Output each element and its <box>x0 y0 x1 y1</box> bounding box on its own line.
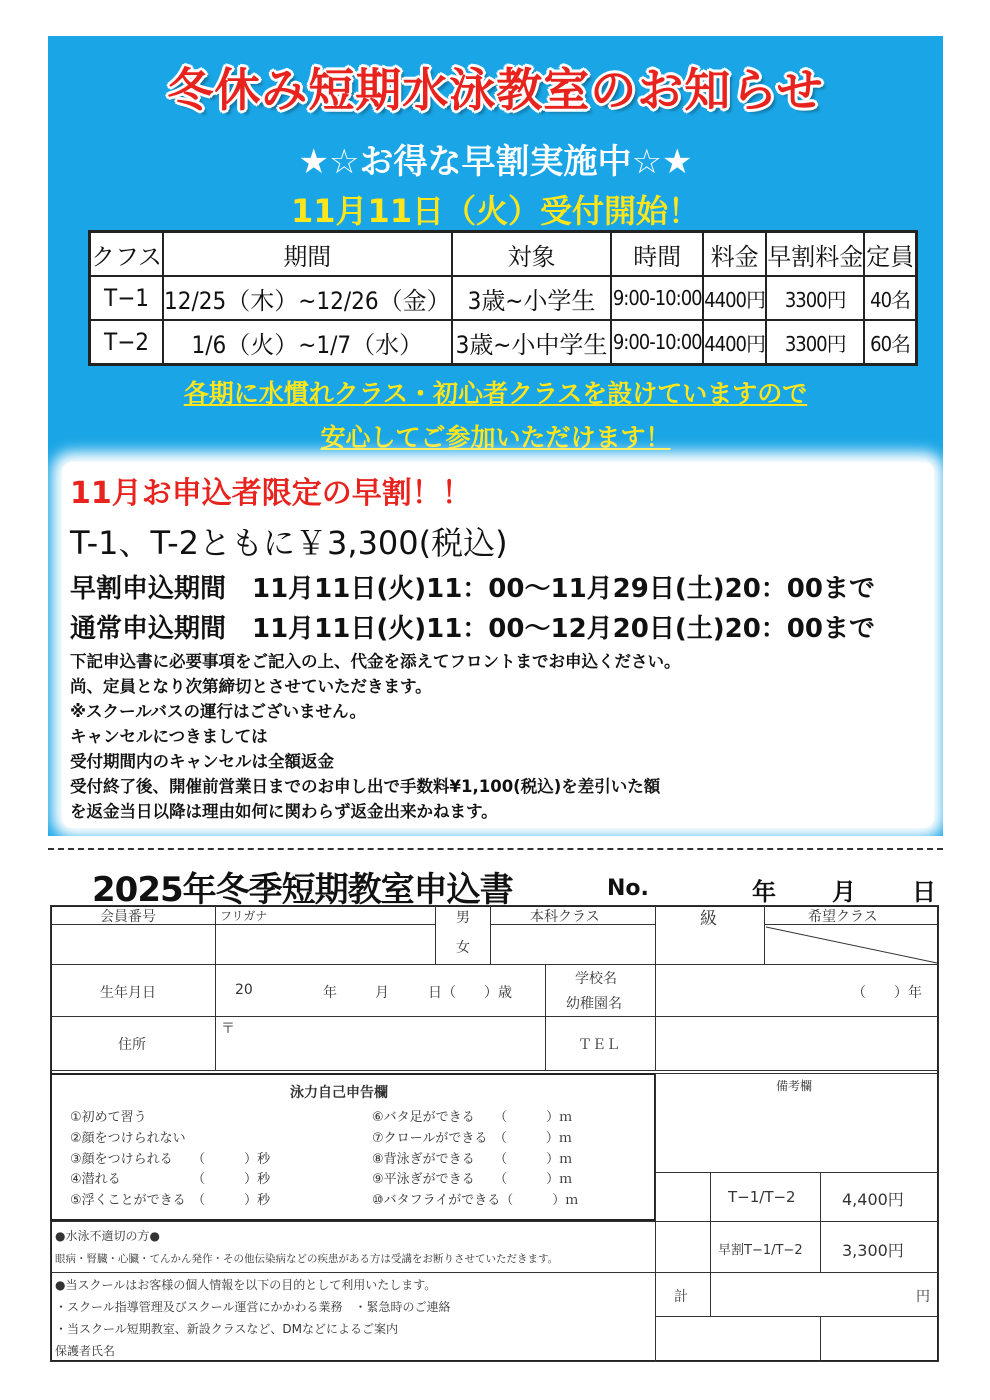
class-note-line: 安心してご参加いただけます！ <box>320 423 671 452</box>
fee-value-early: 3,300円 <box>842 1241 904 1260</box>
privacy-item: ・スクール指導管理及びスクール運営にかかわる業務 ・緊急時のご連絡 <box>55 1300 451 1314</box>
tel-label: ＴＥＬ <box>578 1037 620 1053</box>
header-target: 対象 <box>452 232 612 277</box>
cell-time: 9:00-10:00 <box>611 320 703 365</box>
school-label: 学校名 <box>575 971 617 987</box>
total-yen: 円 <box>916 1289 930 1305</box>
ability-item[interactable]: ④潜れる （ ）秒 <box>70 1172 271 1187</box>
poster-subtitle: ★☆お得な早割実施中☆★ <box>298 142 693 182</box>
furigana-label: フリガナ <box>220 909 268 923</box>
normal-application-period: 通常申込期間 11月11日(火)11：00～12月20日(土)20：00まで <box>70 614 875 644</box>
schedule-table <box>88 230 918 366</box>
ability-item[interactable]: ⑦クロールができる （ ）ｍ <box>372 1131 572 1146</box>
header-early-fee: 早割料金 <box>766 232 864 277</box>
ability-item[interactable]: ⑨平泳ぎができる （ ）ｍ <box>372 1172 573 1187</box>
cell-early-fee: 3300円 <box>766 276 864 320</box>
cell-class: T−1 <box>90 276 164 320</box>
birth-year-label: 年 <box>323 985 337 1001</box>
early-application-period: 早割申込期間 11月11日(火)11：00～11月29日(土)20：00まで <box>70 574 875 604</box>
cell-early-fee: 3300円 <box>766 320 864 365</box>
form-year-label: 年 <box>752 878 776 906</box>
ability-item[interactable]: ⑥バタ足ができる （ ）ｍ <box>372 1110 573 1125</box>
ability-item[interactable]: ①初めて習う <box>70 1110 147 1125</box>
fee-check-cell[interactable] <box>655 1172 711 1222</box>
notice-line: を返金当日以降は理由如何に関わらず返金出来かねます。 <box>70 802 498 821</box>
notice-line: 下記申込書に必要事項をご記入の上、代金を添えてフロントまでお申込ください。 <box>70 652 681 671</box>
schedule-row <box>90 320 917 365</box>
blank-cell[interactable] <box>655 1316 821 1362</box>
cell-class: T−2 <box>90 320 164 365</box>
form-number-label: No. <box>607 876 649 901</box>
kindergarten-label: 幼稚園名 <box>566 996 622 1012</box>
notice-line: ※スクールバスの運行はございません。 <box>70 702 367 721</box>
fee-value-regular: 4,400円 <box>842 1190 904 1209</box>
announcement-poster <box>48 36 943 836</box>
address-field[interactable] <box>215 1016 546 1071</box>
unsuitable-text: 眼病・腎臓・心臓・てんかん発作・その他伝染病などの疾患がある方は受講をお断りさせていただきます。 <box>55 1253 559 1265</box>
birth-century: 20 <box>235 982 253 998</box>
ability-item[interactable]: ⑩バタフライができる（ ）ｍ <box>372 1193 579 1208</box>
schedule-header-row <box>90 232 917 277</box>
ability-item[interactable]: ②顔をつけられない <box>70 1131 186 1146</box>
cell-capacity: 40名 <box>864 276 916 320</box>
notice-line: 受付終了後、開催前営業日までのお申し出で手数料¥1,100(税込)を差引いた額 <box>70 777 661 796</box>
gender-female[interactable]: 女 <box>456 940 470 956</box>
address-label: 住所 <box>118 1037 146 1053</box>
fee-label-early: 早割T−1/T−2 <box>718 1243 803 1258</box>
swimming-ability-title: 泳力自己申告欄 <box>290 1085 388 1101</box>
form-day-label: 日 <box>912 878 936 906</box>
poster-title: 冬休み短期水泳教室のお知らせ <box>167 63 824 117</box>
privacy-title: ●当スクールはお客様の個人情報を以下の目的として利用いたします。 <box>55 1278 437 1292</box>
form-month-label: 月 <box>832 878 856 906</box>
blank-cell[interactable] <box>820 1316 939 1362</box>
notice-line: 受付期間内のキャンセルは全額返金 <box>70 752 334 771</box>
ability-item[interactable]: ⑧背泳ぎができる （ ）ｍ <box>372 1152 573 1167</box>
total-label: 計 <box>674 1289 688 1305</box>
header-period: 期間 <box>163 232 452 277</box>
unsuitable-title: ●水泳不適切の方● <box>55 1229 160 1243</box>
cut-line <box>48 848 943 850</box>
header-time: 時間 <box>611 232 703 277</box>
birth-day-age-label: 日（ ）歳 <box>428 985 512 1001</box>
fee-label-regular: T−1/T−2 <box>728 1188 796 1206</box>
birth-month-label: 月 <box>375 985 389 1001</box>
school-year-label: （ ）年 <box>852 985 922 1001</box>
class-note <box>48 372 943 460</box>
ability-item[interactable]: ③顔をつけられる （ ）秒 <box>70 1152 271 1167</box>
class-note-line: 各期に水慣れクラス・初心者クラスを設けていますので <box>183 379 808 408</box>
header-capacity: 定員 <box>864 232 916 277</box>
desired-class-label: 希望クラス <box>808 909 878 925</box>
cell-target: 3歳~小学生 <box>452 276 612 320</box>
desired-class-diagonal <box>764 925 939 965</box>
ability-item[interactable]: ⑤浮くことができる （ ）秒 <box>70 1193 271 1208</box>
postal-mark: 〒 <box>221 1021 235 1037</box>
registration-start: 11月11日（火）受付開始！ <box>290 192 701 230</box>
tel-field[interactable] <box>655 1016 939 1071</box>
cell-capacity: 60名 <box>864 320 916 365</box>
cell-period: 12/25（木）~12/26（金） <box>163 276 452 320</box>
privacy-item: ・当スクール短期教室、新設クラスなど、DMなどによるご案内 <box>55 1322 398 1336</box>
form-title: 2025年冬季短期教室申込書 <box>92 870 513 910</box>
grade-label: 級 <box>700 909 717 929</box>
early-discount-title: 11月お申込者限定の早割！！ <box>70 476 472 511</box>
member-number-label: 会員番号 <box>100 909 156 925</box>
total-field[interactable] <box>710 1272 939 1317</box>
main-class-label: 本科クラス <box>530 909 600 925</box>
cell-fee: 4400円 <box>703 320 766 365</box>
header-fee: 料金 <box>703 232 766 277</box>
cell-target: 3歳~小中学生 <box>452 320 612 365</box>
birthdate-label: 生年月日 <box>100 985 156 1001</box>
schedule-row <box>90 276 917 320</box>
cell-time: 9:00-10:00 <box>611 276 703 320</box>
gender-male[interactable]: 男 <box>456 910 470 926</box>
notice-line: 尚、定員となり次第締切とさせていただきます。 <box>70 677 432 696</box>
remarks-label: 備考欄 <box>776 1079 813 1093</box>
guardian-name-label[interactable]: 保護者氏名 <box>55 1344 116 1358</box>
cell-period: 1/6（火）~1/7（水） <box>163 320 452 365</box>
header-class: クフス <box>90 232 164 277</box>
early-discount-price: T-1、T-2ともに￥3,300(税込) <box>70 524 508 562</box>
notice-line: キャンセルにつきましては <box>70 727 268 746</box>
early-fee-check-cell[interactable] <box>655 1221 711 1273</box>
cell-fee: 4400円 <box>703 276 766 320</box>
